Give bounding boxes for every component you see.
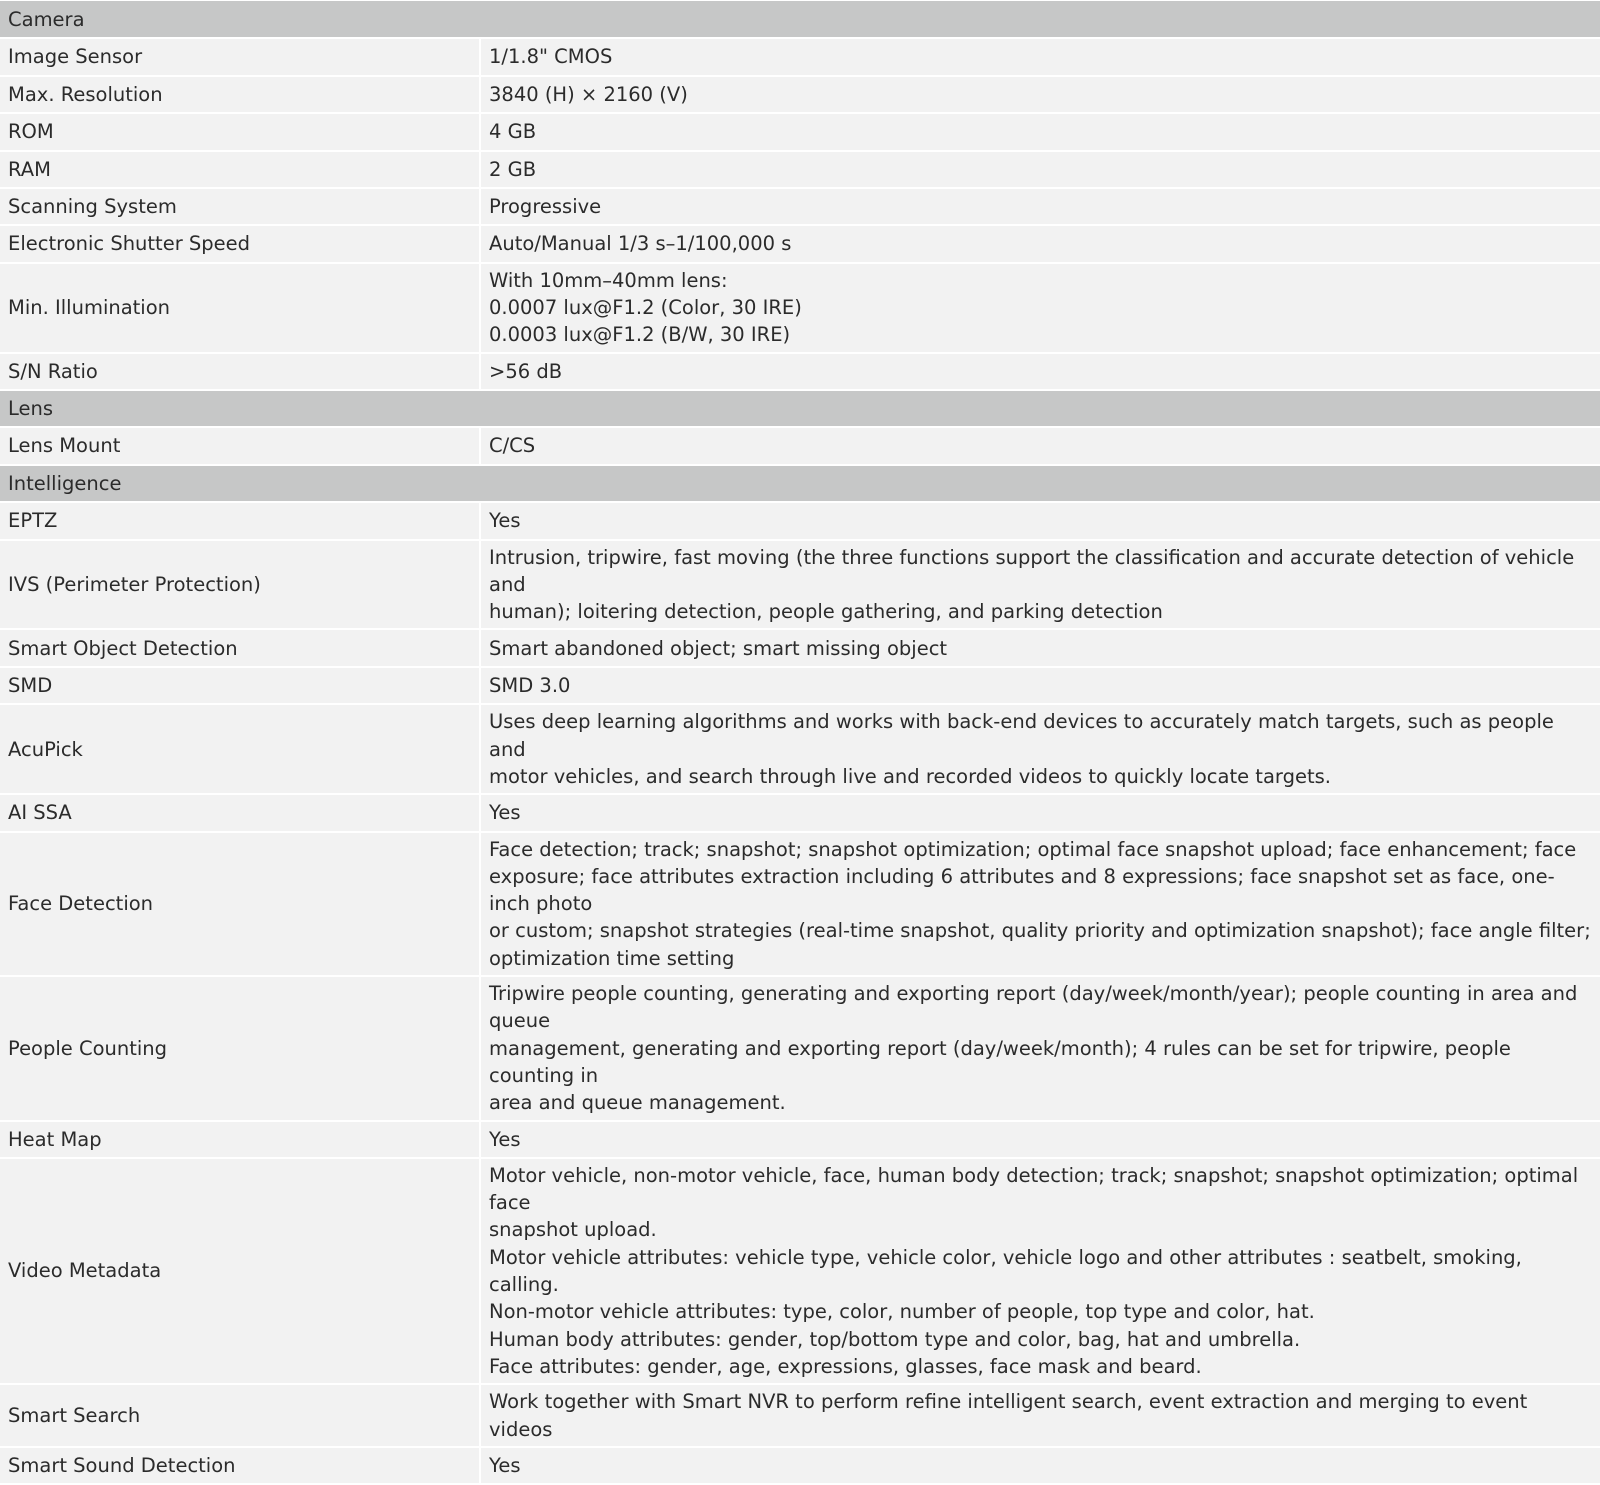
spec-value <box>480 76 1600 113</box>
spec-label: Smart Sound Detection <box>0 1447 480 1484</box>
spec-value-line: human); loitering detection, people gathering, and parking detection <box>489 600 1163 624</box>
spec-label: AcuPick <box>0 704 480 794</box>
table-row <box>0 629 1600 666</box>
table-row <box>0 151 1600 188</box>
table-row <box>0 76 1600 113</box>
spec-value-line: Human body attributes: gender, top/bottom type and color, bag, hat and umbrella. <box>489 1327 1301 1351</box>
spec-value <box>480 502 1600 539</box>
spec-value-line: 3840 (H) × 2160 (V) <box>489 82 688 106</box>
spec-label: Smart Object Detection <box>0 629 480 666</box>
spec-value <box>480 832 1600 976</box>
spec-value <box>480 225 1600 262</box>
spec-value <box>480 794 1600 831</box>
spec-value <box>480 188 1600 225</box>
table-row <box>0 976 1600 1120</box>
spec-value <box>480 1447 1600 1484</box>
section-title: Camera <box>0 1 1600 38</box>
spec-label: Heat Map <box>0 1121 480 1158</box>
spec-value-line: Yes <box>489 1453 521 1477</box>
spec-value <box>480 113 1600 150</box>
spec-value-line: Motor vehicle, non-motor vehicle, face, human body detection; track; snapshot; snapshot optimization; optimal face <box>489 1163 1579 1215</box>
spec-value-line: With 10mm–40mm lens: <box>489 268 728 292</box>
table-row <box>0 1121 1600 1158</box>
spec-value-line: Face attributes: gender, age, expressions, glasses, face mask and beard. <box>489 1354 1202 1378</box>
spec-label: AI SSA <box>0 794 480 831</box>
spec-value-line: motor vehicles, and search through live and recorded videos to quickly locate targets. <box>489 764 1331 788</box>
spec-table <box>0 1 1600 1485</box>
table-row <box>0 832 1600 976</box>
spec-value-line: Progressive <box>489 195 602 218</box>
section-header-lens <box>0 390 1600 427</box>
table-row <box>0 1158 1600 1384</box>
spec-value-line: optimization time setting <box>489 946 735 970</box>
spec-value <box>480 540 1600 630</box>
spec-value-line: area and queue management. <box>489 1091 786 1115</box>
table-row <box>0 353 1600 390</box>
spec-value <box>480 353 1600 390</box>
table-row <box>0 38 1600 75</box>
table-row <box>0 1384 1600 1447</box>
spec-value-line: 2 GB <box>489 157 537 181</box>
spec-value <box>480 1158 1600 1384</box>
table-row <box>0 1447 1600 1484</box>
spec-value <box>480 427 1600 464</box>
section-title: Intelligence <box>0 465 1600 502</box>
spec-value-line: Uses deep learning algorithms and works with back-end devices to accurately match targets, such as people and <box>489 710 1554 761</box>
spec-label: Scanning System <box>0 188 480 225</box>
spec-value <box>480 38 1600 75</box>
spec-value <box>480 151 1600 188</box>
spec-value-line: Yes <box>489 801 521 825</box>
table-row <box>0 225 1600 262</box>
spec-value <box>480 704 1600 794</box>
spec-label: ROM <box>0 113 480 150</box>
spec-label: Min. Illumination <box>0 263 480 353</box>
spec-label: EPTZ <box>0 502 480 539</box>
spec-label: Lens Mount <box>0 427 480 464</box>
spec-label: RAM <box>0 151 480 188</box>
spec-value-line: 4 GB <box>489 120 537 144</box>
table-row <box>0 502 1600 539</box>
spec-value-line: 1/1.8" CMOS <box>489 45 613 69</box>
spec-value <box>480 629 1600 666</box>
table-row <box>0 263 1600 353</box>
table-row <box>0 427 1600 464</box>
table-row <box>0 704 1600 794</box>
spec-value <box>480 667 1600 704</box>
section-header-intelligence <box>0 465 1600 502</box>
spec-value-line: 0.0007 lux@F1.2 (Color, 30 IRE) <box>489 296 802 320</box>
spec-value <box>480 976 1600 1120</box>
spec-label: People Counting <box>0 976 480 1120</box>
spec-value-line: Yes <box>489 509 521 533</box>
spec-value-line: Face detection; track; snapshot; snapshot optimization; optimal face snapshot upload; face enhancement; face <box>489 837 1577 861</box>
spec-label: SMD <box>0 667 480 704</box>
table-row <box>0 188 1600 225</box>
spec-label: Smart Search <box>0 1384 480 1447</box>
spec-label: Face Detection <box>0 832 480 976</box>
spec-value-line: >56 dB <box>489 359 563 383</box>
spec-value-line: Auto/Manual 1/3 s–1/100,000 s <box>489 232 792 256</box>
section-header-camera <box>0 1 1600 38</box>
spec-value-line: C/CS <box>489 434 536 458</box>
spec-value-line: Motor vehicle attributes: vehicle type, vehicle color, vehicle logo and other attributes : seatbelt, smoking, calling. <box>489 1245 1522 1297</box>
spec-value-line: or custom; snapshot strategies (real-time snapshot, quality priority and optimization snapshot); face angle filter; <box>489 919 1591 943</box>
table-row <box>0 540 1600 630</box>
spec-label: IVS (Perimeter Protection) <box>0 540 480 630</box>
spec-table-body <box>0 1 1600 1484</box>
spec-label: Image Sensor <box>0 38 480 75</box>
spec-label: S/N Ratio <box>0 353 480 390</box>
spec-value-line: Tripwire people counting, generating and exporting report (day/week/month/year); people counting in area and queue <box>489 982 1578 1033</box>
spec-label: Electronic Shutter Speed <box>0 225 480 262</box>
spec-label: Video Metadata <box>0 1158 480 1384</box>
spec-value <box>480 1384 1600 1447</box>
spec-value-line: Work together with Smart NVR to perform refine intelligent search, event extraction and merging to event videos <box>489 1390 1528 1441</box>
spec-value-line: 0.0003 lux@F1.2 (B/W, 30 IRE) <box>489 323 791 347</box>
spec-value <box>480 263 1600 353</box>
spec-value-line: management, generating and exporting report (day/week/month); 4 rules can be set for tripwire, people counting in <box>489 1036 1511 1087</box>
spec-value <box>480 1121 1600 1158</box>
spec-value-line: exposure; face attributes extraction including 6 attributes and 8 expressions; face snapshot set as face, one-inch photo <box>489 864 1555 916</box>
spec-value-line: snapshot upload. <box>489 1218 657 1242</box>
section-title: Lens <box>0 390 1600 427</box>
spec-label: Max. Resolution <box>0 76 480 113</box>
spec-value-line: Intrusion, tripwire, fast moving (the three functions support the classification and accurate detection of vehicle and <box>489 545 1575 596</box>
spec-value-line: Yes <box>489 1127 521 1151</box>
spec-value-line: Non-motor vehicle attributes: type, color, number of people, top type and color, hat. <box>489 1300 1315 1324</box>
spec-value-line: SMD 3.0 <box>489 673 571 697</box>
table-row <box>0 667 1600 704</box>
table-row <box>0 794 1600 831</box>
spec-value-line: Smart abandoned object; smart missing object <box>489 636 948 660</box>
table-row <box>0 113 1600 150</box>
